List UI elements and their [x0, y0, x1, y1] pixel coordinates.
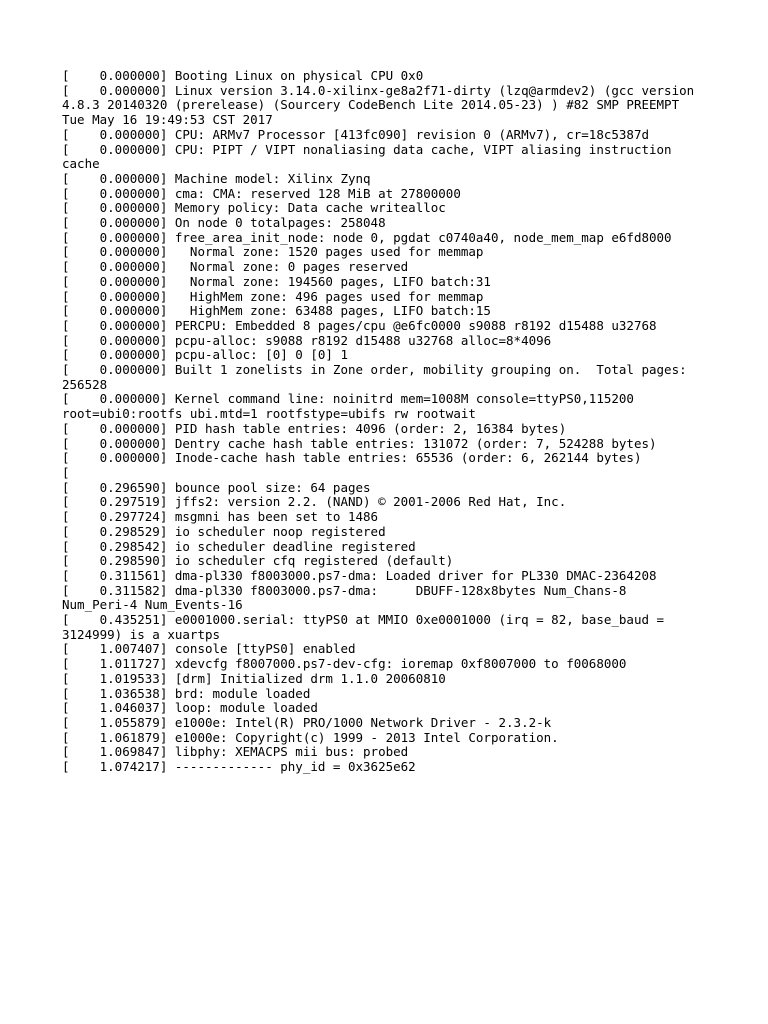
log-line: [ 0.000000] Memory policy: Data cache writealloc	[62, 200, 446, 216]
log-line: [ 0.000000] Inode-cache hash table entries: 65536 (order: 6, 262144 bytes)	[62, 450, 642, 466]
log-line: [ 0.000000] free_area_init_node: node 0, pgdat c0740a40, node_mem_map e6fd8000	[62, 229, 672, 245]
log-line: [ 0.296590] bounce pool size: 64 pages	[62, 479, 371, 495]
log-line: [ 0.000000] Machine model: Xilinx Zynq	[62, 170, 371, 186]
log-line: [ 1.069847] libphy: XEMACPS mii bus: probed	[62, 744, 409, 760]
log-line: [	[62, 464, 70, 480]
log-line: [ 0.298590] io scheduler cfq registered (default)	[62, 553, 454, 569]
log-line: [ 0.000000] HighMem zone: 496 pages used for memmap	[62, 288, 484, 304]
log-line: [ 0.435251] e0001000.serial: ttyPS0 at MMIO 0xe0001000 (irq = 82, base_baud = 3124999) is a xuartps	[62, 612, 672, 642]
log-line: [ 0.000000] CPU: PIPT / VIPT nonaliasing data cache, VIPT aliasing instruction cache	[62, 141, 680, 172]
log-line: [ 0.000000] Built 1 zonelists in Zone order, mobility grouping on. Total pages: 256528	[62, 362, 695, 392]
log-line: [ 0.000000] PERCPU: Embedded 8 pages/cpu @e6fc0000 s9088 r8192 d15488 u32768	[62, 317, 657, 333]
log-line: [ 1.055879] e1000e: Intel(R) PRO/1000 Network Driver - 2.3.2-k	[62, 714, 552, 730]
log-line: [ 1.061879] e1000e: Copyright(c) 1999 - 2013 Intel Corporation.	[62, 729, 559, 745]
log-line: [ 0.000000] pcpu-alloc: s9088 r8192 d15488 u32768 alloc=8*4096	[62, 332, 552, 348]
log-line: [ 0.297519] jffs2: version 2.2. (NAND) © 2001-2006 Red Hat, Inc.	[62, 494, 567, 510]
log-line: [ 0.311582] dma-pl330 f8003000.ps7-dma: DBUFF-128x8bytes Num_Chans-8 Num_Peri-4 Num_Events-16	[62, 582, 634, 613]
log-line: [ 0.311561] dma-pl330 f8003000.ps7-dma: Loaded driver for PL330 DMAC-2364208	[62, 567, 657, 583]
log-line: [ 0.298529] io scheduler noop registered	[62, 523, 386, 539]
log-line: [ 0.000000] Linux version 3.14.0-xilinx-ge8a2f71-dirty (lzq@armdev2) (gcc version 4.8.3 20140320 (prerelease) (Sourcery CodeBench Lite 2014.05-23) ) #82 SMP PREEMPT Tue May 16 19:49:53 CST 2017	[62, 82, 702, 128]
log-line: [ 0.000000] PID hash table entries: 4096 (order: 2, 16384 bytes)	[62, 420, 567, 436]
log-line: [ 1.011727] xdevcfg f8007000.ps7-dev-cfg: ioremap 0xf8007000 to f0068000	[62, 656, 627, 672]
log-line: [ 0.000000] pcpu-alloc: [0] 0 [0] 1	[62, 347, 348, 363]
log-line: [ 0.000000] Normal zone: 0 pages reserved	[62, 259, 409, 275]
log-line: [ 0.000000] HighMem zone: 63488 pages, LIFO batch:15	[62, 303, 491, 319]
log-line: [ 0.000000] Normal zone: 1520 pages used for memmap	[62, 244, 484, 260]
log-line: [ 1.074217] ------------- phy_id = 0x3625e62	[62, 759, 416, 775]
log-line: [ 0.000000] Booting Linux on physical CPU 0x0	[62, 68, 424, 83]
log-line: [ 1.046037] loop: module loaded	[62, 700, 318, 716]
log-line: [ 0.000000] Dentry cache hash table entries: 131072 (order: 7, 524288 bytes)	[62, 435, 657, 451]
log-line: [ 0.000000] cma: CMA: reserved 128 MiB at 27800000	[62, 185, 461, 201]
log-line: [ 0.298542] io scheduler deadline registered	[62, 538, 416, 554]
log-line: [ 0.000000] Kernel command line: noinitrd mem=1008M console=ttyPS0,115200 root=ubi0:rootfs ubi.mtd=1 rootfstype=ubifs rw rootwait	[62, 391, 642, 422]
log-line: [ 0.000000] CPU: ARMv7 Processor [413fc090] revision 0 (ARMv7), cr=18c5387d	[62, 126, 649, 142]
log-line: [ 1.019533] [drm] Initialized drm 1.1.0 20060810	[62, 670, 446, 686]
log-line: [ 1.036538] brd: module loaded	[62, 685, 311, 701]
log-line: [ 1.007407] console [ttyPS0] enabled	[62, 641, 356, 657]
log-line: [ 0.297724] msgmni has been set to 1486	[62, 509, 379, 525]
log-line: [ 0.000000] Normal zone: 194560 pages, LIFO batch:31	[62, 273, 491, 289]
log-line: [ 0.000000] On node 0 totalpages: 258048	[62, 215, 386, 231]
kernel-boot-log	[62, 68, 702, 775]
